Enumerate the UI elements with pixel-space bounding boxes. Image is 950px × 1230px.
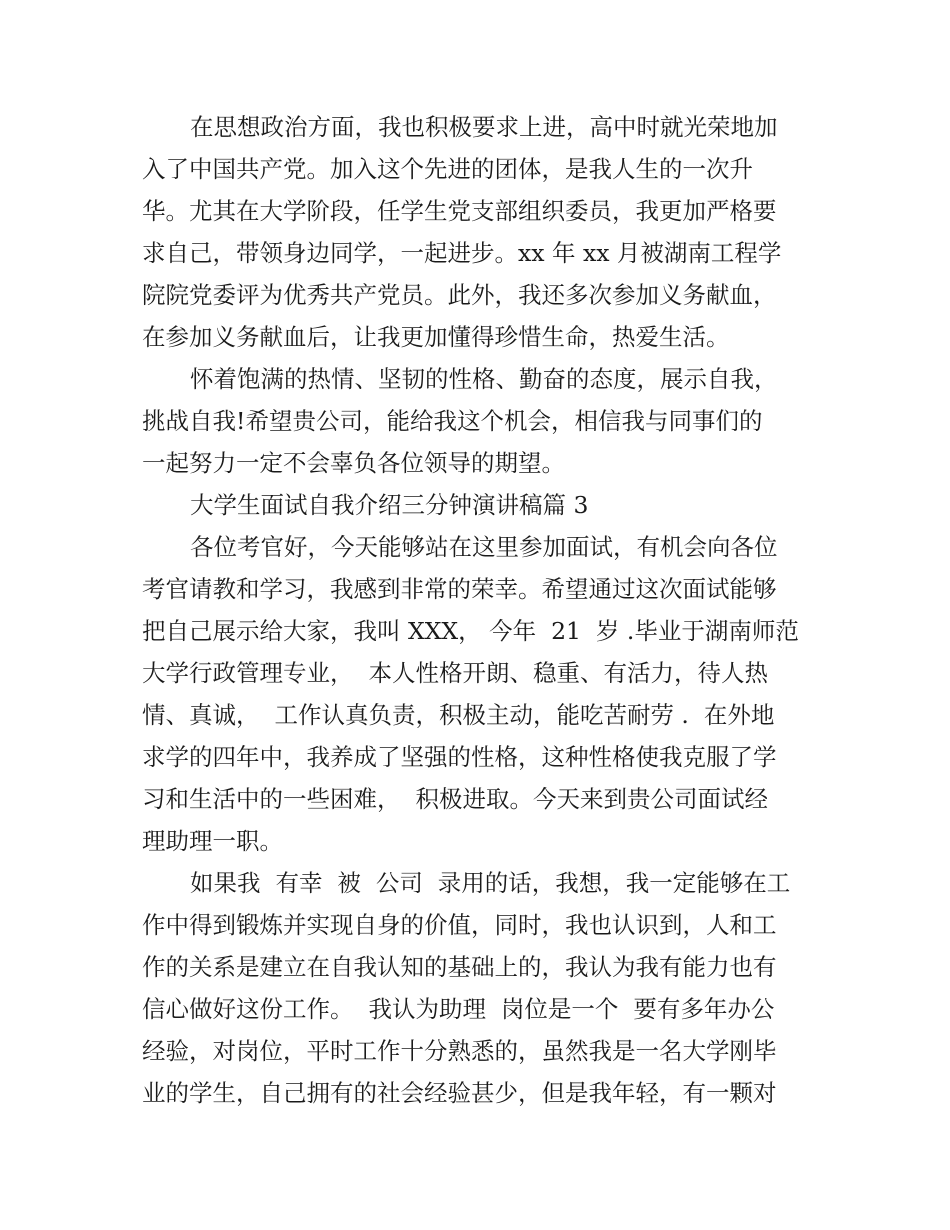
- text-line: 求学的四年中，我养成了坚强的性格，这种性格使我克服了学: [142, 743, 777, 771]
- text-line: 考官请教和学习，我感到非常的荣幸。希望通过这次面试能够: [142, 575, 777, 603]
- text-line: 求自己，带领身边同学，一起进步。xx 年 xx 月被湖南工程学: [142, 239, 782, 267]
- text-line: 华。尤其在大学阶段，任学生党支部组织委员，我更加严格要: [142, 197, 777, 225]
- text-line: 把自己展示给大家，我叫 XXX， 今年 21 岁 .毕业于湖南师范: [142, 617, 799, 645]
- text-line: 挑战自我!希望贵公司，能给我这个机会，相信我与同事们的: [142, 407, 763, 435]
- text-line: 业的学生，自己拥有的社会经验甚少，但是我年轻，有一颗对: [142, 1079, 777, 1107]
- text-line: 大学行政管理专业， 本人性格开朗、稳重、有活力，待人热: [142, 659, 768, 687]
- text-line: 一起努力一定不会辜负各位领导的期望。: [142, 449, 565, 477]
- text-line: 大学生面试自我介绍三分钟演讲稿篇 3: [190, 491, 589, 519]
- text-line: 作中得到锻炼并实现自身的价值，同时，我也认识到，人和工: [142, 911, 777, 939]
- text-line: 如果我 有幸 被 公司 录用的话，我想，我一定能够在工: [190, 869, 791, 897]
- text-line: 经验，对岗位，平时工作十分熟悉的，虽然我是一名大学刚毕: [142, 1037, 777, 1065]
- text-line: 情、真诚， 工作认真负责，积极主动，能吃苦耐劳 . 在外地: [142, 701, 775, 729]
- text-line: 入了中国共产党。加入这个先进的团体，是我人生的一次升: [142, 155, 753, 183]
- text-line: 怀着饱满的热情、坚韧的性格、勤奋的态度，展示自我，: [190, 365, 778, 393]
- text-line: 作的关系是建立在自我认知的基础上的，我认为我有能力也有: [142, 953, 777, 981]
- text-line: 信心做好这份工作。 我认为助理 岗位是一个 要有多年办公: [142, 995, 775, 1023]
- text-line: 习和生活中的一些困难， 积极进取。今天来到贵公司面试经: [142, 785, 768, 813]
- text-line: 院院党委评为优秀共产党员。此外，我还多次参加义务献血，: [142, 281, 777, 309]
- text-line: 理助理一职。: [142, 827, 283, 855]
- text-line: 在思想政治方面，我也积极要求上进，高中时就光荣地加: [190, 113, 778, 141]
- text-line: 在参加义务献血后，让我更加懂得珍惜生命，热爱生活。: [142, 323, 730, 351]
- text-line: 各位考官好，今天能够站在这里参加面试，有机会向各位: [190, 533, 778, 561]
